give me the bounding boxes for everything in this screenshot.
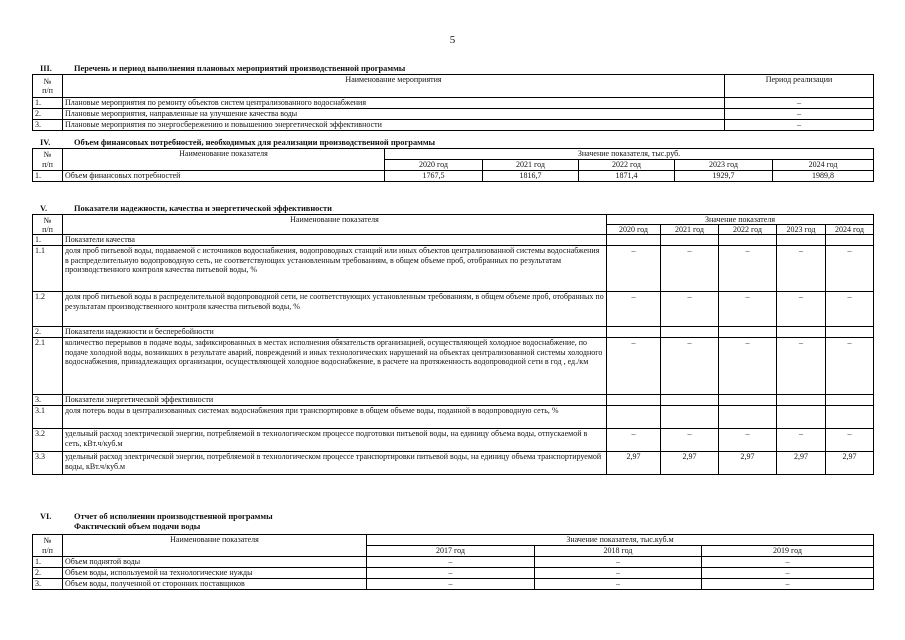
header-number: № п/п [33,535,63,557]
row-name: Плановые мероприятия по энергосбережению и повышению энергетической эффективности [63,120,725,131]
section-6-title: Отчет об исполнении производственной программы [74,512,273,521]
row-value: – [719,246,777,292]
year-2017: 2017 год [367,546,535,557]
row-number: 2. [33,568,63,579]
row-number: 1. [33,171,63,182]
section-3-heading [40,64,405,73]
row-value [719,406,777,429]
row-value: – [777,429,826,452]
row-value: – [367,568,535,579]
water-supply-report-table [32,534,874,590]
header-number: № п/п [33,215,63,235]
section-6-subtitle: Фактический объем подачи воды [74,522,201,531]
table-row [33,338,874,395]
year-2021: 2021 год [661,225,719,235]
year-2022: 2022 год [719,225,777,235]
row-value: 2,97 [826,452,874,475]
row-value: – [826,246,874,292]
group-name: Показатели качества [63,235,607,246]
section-3-title: Перечень и период выполнения плановых мероприятий производственной программы [74,64,406,73]
row-number: 3. [33,395,63,406]
section-6-number: VI. [40,512,52,521]
row-value: – [661,429,719,452]
row-value: – [719,429,777,452]
row-value: – [535,579,702,590]
planned-measures-table [32,74,874,131]
year-2018: 2018 год [535,546,702,557]
table-row [33,246,874,292]
row-number: 2. [33,109,63,120]
row-name: Плановые мероприятия, направленные на улучшение качества воды [63,109,725,120]
page-number: 5 [449,34,456,46]
row-value: – [607,246,661,292]
row-number: 1. [33,557,63,568]
row-value: – [535,557,702,568]
row-number: 3.2 [33,429,63,452]
table-header-row [33,215,874,225]
row-name: Объем поднятой воды [63,557,367,568]
table-row [33,109,874,120]
table-row [33,429,874,452]
row-number: 1.2 [33,292,63,327]
year-2024: 2024 год [826,225,874,235]
row-number: 1. [33,235,63,246]
row-value: 2,97 [719,452,777,475]
row-name: удельный расход электрической энергии, потребляемой в технологическом процессе транспортировки питьевой воды, на единицу объема транспортируемой воды, кВт.ч/куб.м [63,452,607,475]
row-number: 2. [33,327,63,338]
table-header-row [33,535,874,546]
row-value [661,406,719,429]
row-value: – [367,579,535,590]
table-row [33,292,874,327]
row-number: 3. [33,579,63,590]
row-value: – [661,246,719,292]
table-header-row [33,149,874,160]
row-value [826,406,874,429]
section-5-heading [40,204,332,213]
header-number: № п/п [33,75,63,98]
row-value: – [777,292,826,327]
section-6-heading [40,512,273,521]
row-name: доля проб питьевой воды, подаваемой с источников водоснабжения, водопроводных станций или иных объектов централизованной системы водоснабжения в распределительную водопроводную сеть, не соответствующих установленным требованиям, в общем объеме проб, отобранных по результатам производственного контроля качества питьевой воды, % [63,246,607,292]
group-name: Показатели энергетической эффективности [63,395,607,406]
year-2019: 2019 год [702,546,874,557]
table-header-row [33,75,874,98]
row-number: 2.1 [33,338,63,395]
row-name: доля потерь воды в централизованных системах водоснабжения при транспортировке в общем объеме воды, поданной в водопроводную сеть, % [63,406,607,429]
row-period: – [725,120,874,131]
year-2023: 2023 год [675,160,773,171]
header-indicator-name: Наименование показателя [63,535,367,557]
row-name: Объем финансовых потребностей [63,171,385,182]
row-name: доля проб питьевой воды в распределительной водопроводной сети, не соответствующих установленным требованиям, в общем объеме проб, отобранных по результатам производственного контроля качества питьевой воды, % [63,292,607,327]
row-value: 2,97 [607,452,661,475]
row-value: – [826,429,874,452]
table-row [33,120,874,131]
section-5-number: V. [40,204,48,213]
header-value: Значение показателя [607,215,874,225]
year-2023: 2023 год [777,225,826,235]
header-number: № п/п [33,149,63,171]
row-value: – [367,557,535,568]
row-value: – [661,292,719,327]
section-4-number: IV. [40,138,51,147]
row-period: – [725,109,874,120]
header-indicator-name: Наименование показателя [63,215,607,235]
table-row [33,98,874,109]
table-row [33,406,874,429]
table-row [33,452,874,475]
header-value: Значение показателя, тыс.руб. [385,149,874,160]
section-3-number: III. [40,64,52,73]
row-value: – [777,246,826,292]
group-name: Показатели надежности и бесперебойности [63,327,607,338]
row-number: 3. [33,120,63,131]
group-row [33,235,874,246]
year-2020: 2020 год [385,160,483,171]
row-number: 3.3 [33,452,63,475]
table-row [33,557,874,568]
row-value: – [607,429,661,452]
table-row [33,568,874,579]
row-name: Объем воды, полученной от сторонних поставщиков [63,579,367,590]
row-value: – [661,338,719,395]
row-period: – [725,98,874,109]
row-name: Плановые мероприятия по ремонту объектов систем централизованного водоснабжения [63,98,725,109]
table-row [33,579,874,590]
row-name: Объем воды, используемой на технологические нужды [63,568,367,579]
section-4-title: Объем финансовых потребностей, необходимых для реализации производственной программы [74,138,436,147]
row-value: – [702,557,874,568]
row-value: – [826,292,874,327]
year-2024: 2024 год [773,160,874,171]
year-2020: 2020 год [607,225,661,235]
row-value: 1767,5 [385,171,483,182]
row-number: 1.1 [33,246,63,292]
row-name: удельный расход электрической энергии, потребляемой в технологическом процессе подготовки питьевой воды, на единицу объема воды, отпускаемой в сеть, кВт.ч/куб.м [63,429,607,452]
row-value: 2,97 [661,452,719,475]
row-value: – [719,292,777,327]
table-row [33,171,874,182]
header-value: Значение показателя, тыс.куб.м [367,535,874,546]
header-measure-name: Наименование мероприятия [63,75,725,98]
group-row [33,395,874,406]
row-value: – [826,338,874,395]
header-indicator-name: Наименование показателя [63,149,385,171]
section-4-heading [40,138,435,147]
row-value: – [702,568,874,579]
reliability-indicators-table [32,214,874,475]
row-value: 1989,8 [773,171,874,182]
row-value: 1929,7 [675,171,773,182]
header-period: Период реализации [725,75,874,98]
row-value [607,406,661,429]
section-5-title: Показатели надежности, качества и энергетической эффективности [74,204,332,213]
row-value: – [719,338,777,395]
row-value: 1816,7 [483,171,579,182]
row-number: 3.1 [33,406,63,429]
row-value [777,406,826,429]
year-2022: 2022 год [579,160,675,171]
row-name: количество перерывов в подаче воды, зафиксированных в местах исполнения обязательств организацией, осуществляющей холодное водоснабжение, по подаче холодной воды, возникших в результате аварий, повреждений и иных технологических нарушений на объектах централизованной системы холодного водоснабжения, принадлежащих организации, осуществляющей холодное водоснабжение, в расчете на протяженность водопроводной сети в год , ед./км [63,338,607,395]
financial-needs-table [32,148,874,182]
year-2021: 2021 год [483,160,579,171]
row-value: – [607,292,661,327]
group-row [33,327,874,338]
row-value: – [702,579,874,590]
row-value: 1871,4 [579,171,675,182]
row-value: 2,97 [777,452,826,475]
row-value: – [607,338,661,395]
row-number: 1. [33,98,63,109]
row-value: – [777,338,826,395]
row-value: – [535,568,702,579]
